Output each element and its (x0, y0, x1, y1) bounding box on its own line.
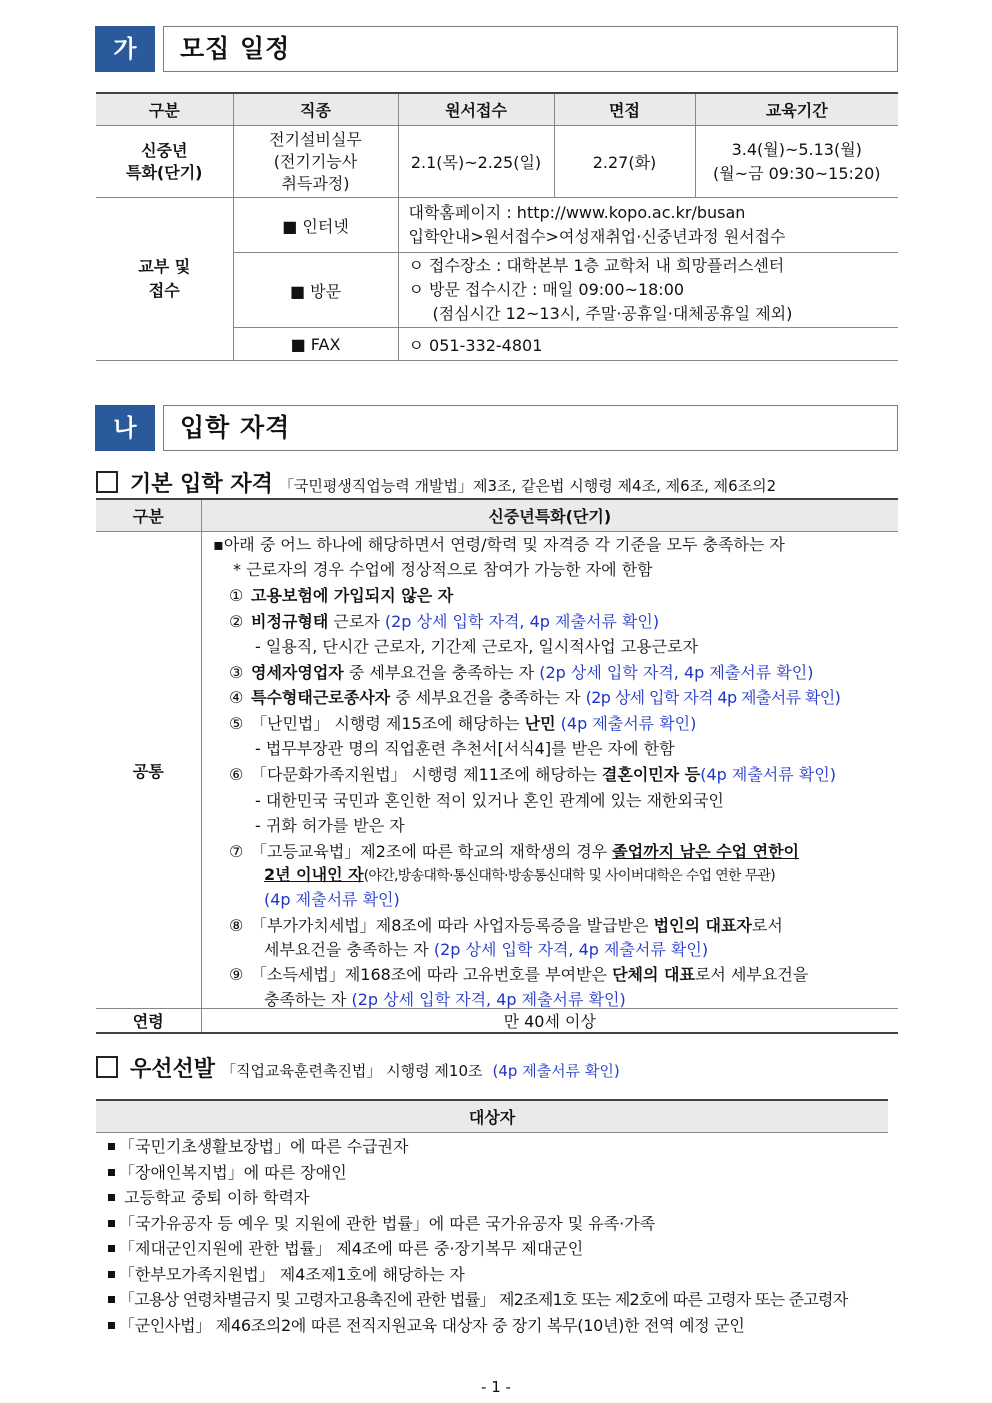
bullet-icon (108, 1271, 115, 1278)
item-2: ② 비정규형태 근로자 (2p 상세 입학 자격, 4p 제출서류 확인) (229, 612, 660, 631)
visit-line-3: (점심시간 12~13시, 주말·공휴일·대체공휴일 제외) (432, 304, 793, 323)
page-number: - 1 - (481, 1378, 511, 1396)
section-badge: 나 (95, 405, 155, 451)
cell-fax-detail: ㅇ 051-332-4801 (398, 328, 898, 361)
cell-interview: 2.27(화) (554, 126, 695, 198)
col-header-target: 대상자 (96, 1100, 888, 1133)
section-title: 모집 일정 (180, 34, 291, 63)
item-2-sub: - 일용직, 단시간 근로자, 기간제 근로자, 일시적사업 고용근로자 (255, 637, 699, 656)
common-note: * 근로자의 경우 수업에 정상적으로 참여가 가능한 자에 한함 (233, 560, 653, 579)
table-row (96, 126, 898, 198)
col-header-track: 신중년특화(단기) (201, 499, 898, 532)
checkbox-icon (96, 471, 118, 493)
list-item: 「군인사법」 제46조의2에 따른 전직지원교육 대상자 중 장기 복무(10년)한 전역 예정 군인 (108, 1313, 745, 1336)
item-1: ① 고용보험에 가입되지 않은 자 (229, 586, 454, 605)
bullet-icon (108, 1245, 115, 1252)
cell-internet-detail (398, 198, 898, 253)
item-3: ③ 영세자영업자 중 세부요건을 충족하는 자 (2p 상세 입학 자격, 4p 제출서류 확인) (229, 663, 814, 682)
item-7: ⑦ 「고등교육법」제2조에 따른 학교의 재학생의 경우 졸업까지 남은 수업 연한이 (229, 842, 800, 861)
col-header-interview: 면접 (554, 93, 695, 126)
list-item: 「국민기초생활보장법」에 따른 수급권자 (108, 1134, 408, 1157)
list-item: 「제대군인지원에 관한 법률」 제4조에 따른 중·장기복무 제대군인 (108, 1236, 583, 1259)
cell-period: 3.4(월)~5.13(월) (월~금 09:30~15:20) (695, 126, 898, 198)
item-8: ⑧ 「부가가치세법」제8조에 따라 사업자등록증을 발급받은 법인의 대표자로서 (229, 916, 783, 935)
visit-line-2: ㅇ 방문 접수시간 : 매일 09:00~18:00 (408, 280, 685, 299)
basic-title: 기본 입학 자격 (130, 472, 273, 497)
priority-table (96, 1099, 888, 1133)
bullet-icon (108, 1169, 115, 1176)
cell-category: 신중년 특화(단기) (96, 126, 233, 198)
col-header-category: 구분 (96, 499, 201, 532)
item-9-cont: 충족하는 자 (2p 상세 입학 자격, 4p 제출서류 확인) (264, 990, 626, 1009)
col-header-apply: 원서접수 (398, 93, 554, 126)
col-header-job: 직종 (233, 93, 398, 126)
item-7-cont: 2년 이내인 자(야간,방송대학·통신대학·방송통신대학 및 사이버대학은 수업 연한 무관) (264, 865, 775, 884)
priority-ref: 「직업교육훈련촉진법」 시행령 제10조 (221, 1062, 483, 1080)
table-row (96, 1009, 898, 1034)
table-row (96, 198, 898, 253)
cell-method-visit: ■ 방문 (233, 253, 398, 328)
cell-age-label: 연령 (96, 1009, 201, 1034)
basic-qualification-heading (96, 467, 776, 498)
item-5: ⑤ 「난민법」 시행령 제15조에 해당하는 난민 (4p 제출서류 확인) (229, 714, 697, 733)
list-item: 「고용상 연령차별금지 및 고령자고용촉진에 관한 법률」 제2조제1호 또는 제2호에 따른 고령자 또는 준고령자 (108, 1287, 847, 1310)
list-item: 「국가유공자 등 예우 및 지원에 관한 법률」에 따른 국가유공자 및 유족·가족 (108, 1211, 655, 1234)
item-6-sub-1: - 대한민국 국민과 혼인한 적이 있거나 혼인 관계에 있는 재한외국인 (255, 791, 724, 810)
section-header-schedule (95, 26, 898, 72)
priority-ref-blue: (4p 제출서류 확인) (492, 1062, 620, 1080)
item-6-sub-2: - 귀화 허가를 받은 자 (255, 816, 405, 835)
col-header-period: 교육기간 (695, 93, 898, 126)
priority-heading (96, 1052, 620, 1083)
section-title-box (163, 26, 898, 72)
list-item: 「장애인복지법」에 따른 장애인 (108, 1160, 347, 1183)
section-badge: 가 (95, 26, 155, 72)
bullet-icon (108, 1194, 115, 1201)
bullet-icon (108, 1143, 115, 1150)
section-title-box (163, 405, 898, 451)
item-8-cont: 세부요건을 충족하는 자 (2p 상세 입학 자격, 4p 제출서류 확인) (264, 940, 709, 959)
item-5-sub: - 법무부장관 명의 직업훈련 추천서[서식4]를 받은 자에 한함 (255, 739, 675, 758)
common-intro: ▪아래 중 어느 하나에 해당하면서 연령/학력 및 자격증 각 기준을 모두 충족하는 자 (213, 535, 785, 554)
list-item: 고등학교 중퇴 이하 학력자 (108, 1185, 309, 1208)
priority-title: 우선선발 (130, 1057, 216, 1082)
bullet-icon (108, 1296, 115, 1303)
item-7-ref: (4p 제출서류 확인) (264, 890, 400, 909)
cell-job: 전기설비실무 (전기기능사 취득과정) (233, 126, 398, 198)
list-item: 「한부모가족지원법」 제4조제1호에 해당하는 자 (108, 1262, 465, 1285)
internet-line-1: 대학홈페이지 : http://www.kopo.ac.kr/busan (408, 203, 746, 222)
cell-common-label: 공통 (96, 532, 201, 1009)
cell-method-fax: ■ FAX (233, 328, 398, 361)
bullet-icon (108, 1322, 115, 1329)
item-9: ⑨ 「소득세법」제168조에 따라 고유번호를 부여받은 단체의 대표로서 세부요건을 (229, 965, 809, 984)
section-header-qualification (95, 405, 898, 451)
section-title: 입학 자격 (180, 413, 291, 442)
cell-age-value: 만 40세 이상 (201, 1009, 898, 1034)
col-header-category: 구분 (96, 93, 233, 126)
item-6: ⑥ 「다문화가족지원법」 시행령 제11조에 해당하는 결혼이민자 등(4p 제출서류 확인) (229, 765, 836, 784)
checkbox-icon (96, 1056, 118, 1078)
visit-line-1: ㅇ 접수장소 : 대학본부 1층 교학처 내 희망플러스센터 (408, 256, 785, 275)
bullet-icon (108, 1220, 115, 1227)
schedule-table (96, 92, 898, 361)
cell-visit-detail (398, 253, 898, 328)
internet-line-2: 입학안내>원서접수>여성재취업·신중년과정 원서접수 (408, 227, 786, 246)
item-4: ④ 특수형태근로종사자 중 세부요건을 충족하는 자 (2p 상세 입학 자격 4p 제출서류 확인) (229, 688, 841, 707)
basic-ref: 「국민평생직업능력 개발법」제3조, 같은법 시행령 제4조, 제6조, 제6조의2 (278, 477, 777, 495)
cell-method-internet: ■ 인터넷 (233, 198, 398, 253)
cell-apply: 2.1(목)~2.25(일) (398, 126, 554, 198)
cell-submit-label: 교부 및 접수 (96, 198, 233, 361)
